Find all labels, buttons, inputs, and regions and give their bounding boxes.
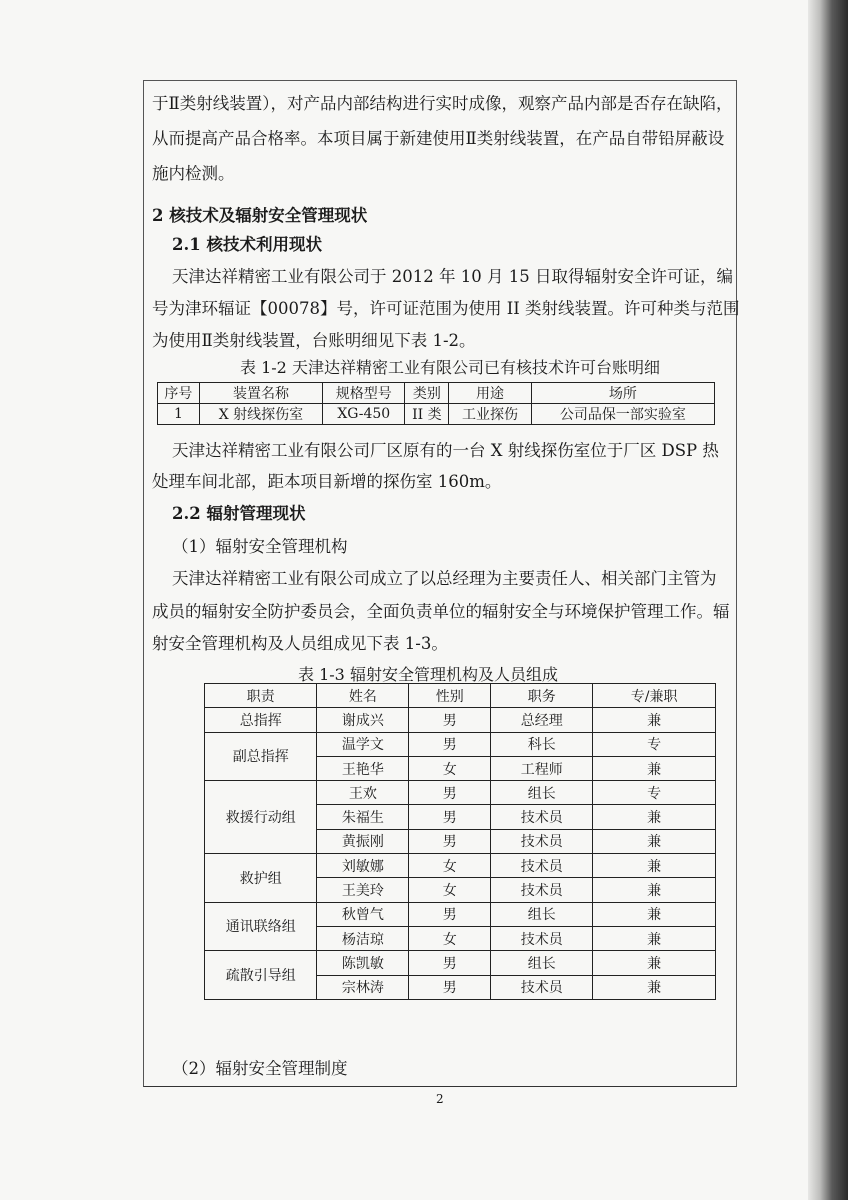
paragraph-line: 从而提高产品合格率。本项目属于新建使用Ⅱ类射线装置，在产品自带铅屏蔽设: [152, 129, 725, 148]
cell: 公司品保一部实验室: [531, 404, 714, 425]
cell: 技术员: [491, 805, 593, 829]
cell: 朱福生: [317, 805, 409, 829]
cell: 兼: [593, 805, 716, 829]
cell: 秋曾气: [317, 902, 409, 926]
table-row: [205, 854, 716, 878]
cell: 组长: [491, 951, 593, 975]
header-cell: 规格型号: [323, 383, 405, 404]
header-cell: 场所: [531, 383, 714, 404]
paragraph-line: 射安全管理机构及人员组成见下表 1-3。: [152, 634, 448, 653]
paragraph-line: 号为津环辐证【00078】号，许可证范围为使用 II 类射线装置。许可种类与范围: [152, 299, 740, 318]
paragraph-line: 成员的辐射安全防护委员会，全面负责单位的辐射安全与环境保护管理工作。辐: [152, 602, 730, 621]
paragraph-line: 为使用Ⅱ类射线装置，台账明细见下表 1-2。: [152, 331, 476, 350]
cell: 兼: [593, 708, 716, 732]
cell: 男: [409, 708, 491, 732]
role-group-cell: 疏散引导组: [205, 951, 317, 1000]
cell: 男: [409, 829, 491, 853]
cell: 技术员: [491, 926, 593, 950]
header-cell: 专/兼职: [593, 684, 716, 708]
header-cell: 用途: [449, 383, 531, 404]
cell: 1: [158, 404, 200, 425]
header-cell: 姓名: [317, 684, 409, 708]
cell: 女: [409, 878, 491, 902]
cell: 王欢: [317, 781, 409, 805]
sub-heading: （1）辐射安全管理机构: [172, 537, 348, 556]
cell: 专: [593, 732, 716, 756]
cell: 工业探伤: [449, 404, 531, 425]
table-row: [205, 781, 716, 805]
cell: 男: [409, 805, 491, 829]
table-caption: 表 1-2 天津达祥精密工业有限公司已有核技术许可台账明细: [240, 358, 660, 377]
table-row: [205, 732, 716, 756]
paragraph-line: 天津达祥精密工业有限公司成立了以总经理为主要责任人、相关部门主管为: [172, 569, 717, 588]
cell: 女: [409, 756, 491, 780]
cell: 工程师: [491, 756, 593, 780]
cell: 杨洁琼: [317, 926, 409, 950]
cell: 男: [409, 975, 491, 999]
cell: X 射线探伤室: [199, 404, 322, 425]
cell: XG-450: [323, 404, 405, 425]
subsection-heading: 2.2 辐射管理现状: [172, 504, 306, 523]
header-cell: 类别: [405, 383, 449, 404]
cell: 科长: [491, 732, 593, 756]
header-cell: 职责: [205, 684, 317, 708]
cell: 组长: [491, 781, 593, 805]
subsection-heading: 2.1 核技术利用现状: [172, 235, 322, 254]
header-cell: 性别: [409, 684, 491, 708]
table-row: [205, 902, 716, 926]
cell: 兼: [593, 854, 716, 878]
cell: 技术员: [491, 878, 593, 902]
cell: 兼: [593, 756, 716, 780]
cell: 宗林涛: [317, 975, 409, 999]
table-row: [205, 708, 716, 732]
header-cell: 序号: [158, 383, 200, 404]
cell: 黄振刚: [317, 829, 409, 853]
role-group-cell: 救护组: [205, 854, 317, 903]
paragraph-line: 天津达祥精密工业有限公司于 2012 年 10 月 15 日取得辐射安全许可证，编: [172, 267, 733, 286]
header-cell: 装置名称: [199, 383, 322, 404]
cell: 技术员: [491, 975, 593, 999]
cell: 兼: [593, 878, 716, 902]
cell: 技术员: [491, 829, 593, 853]
cell: 男: [409, 902, 491, 926]
cell: 兼: [593, 829, 716, 853]
header-cell: 职务: [491, 684, 593, 708]
cell: 兼: [593, 975, 716, 999]
cell: 专: [593, 781, 716, 805]
section-heading: 2 核技术及辐射安全管理现状: [152, 206, 368, 225]
cell: 兼: [593, 951, 716, 975]
cell: 组长: [491, 902, 593, 926]
role-group-cell: 总指挥: [205, 708, 317, 732]
cell: 技术员: [491, 854, 593, 878]
table-caption: 表 1-3 辐射安全管理机构及人员组成: [298, 665, 558, 684]
table-row: [158, 404, 715, 425]
page-number: 2: [436, 1092, 444, 1106]
cell: 男: [409, 732, 491, 756]
cell: 陈凯敏: [317, 951, 409, 975]
table-row: [205, 951, 716, 975]
sub-heading: （2）辐射安全管理制度: [172, 1059, 348, 1078]
role-group-cell: 救援行动组: [205, 781, 317, 854]
cell: 兼: [593, 926, 716, 950]
personnel-table: [204, 683, 716, 1000]
cell: 男: [409, 781, 491, 805]
cell: 刘敏娜: [317, 854, 409, 878]
cell: 王美玲: [317, 878, 409, 902]
cell: II 类: [405, 404, 449, 425]
paragraph-line: 天津达祥精密工业有限公司厂区原有的一台 X 射线探伤室位于厂区 DSP 热: [172, 441, 719, 460]
cell: 总经理: [491, 708, 593, 732]
cell: 王艳华: [317, 756, 409, 780]
paragraph-line: 施内检测。: [152, 164, 235, 183]
cell: 兼: [593, 902, 716, 926]
role-group-cell: 通讯联络组: [205, 902, 317, 951]
paragraph-line: 于Ⅱ类射线装置），对产品内部结构进行实时成像，观察产品内部是否存在缺陷，: [152, 94, 733, 113]
book-binding-edge: [808, 0, 848, 1200]
license-ledger-table: [157, 382, 715, 425]
cell: 女: [409, 926, 491, 950]
cell: 温学文: [317, 732, 409, 756]
cell: 女: [409, 854, 491, 878]
paragraph-line: 处理车间北部，距本项目新增的探伤室 160m。: [152, 472, 502, 491]
cell: 谢成兴: [317, 708, 409, 732]
cell: 男: [409, 951, 491, 975]
role-group-cell: 副总指挥: [205, 732, 317, 781]
